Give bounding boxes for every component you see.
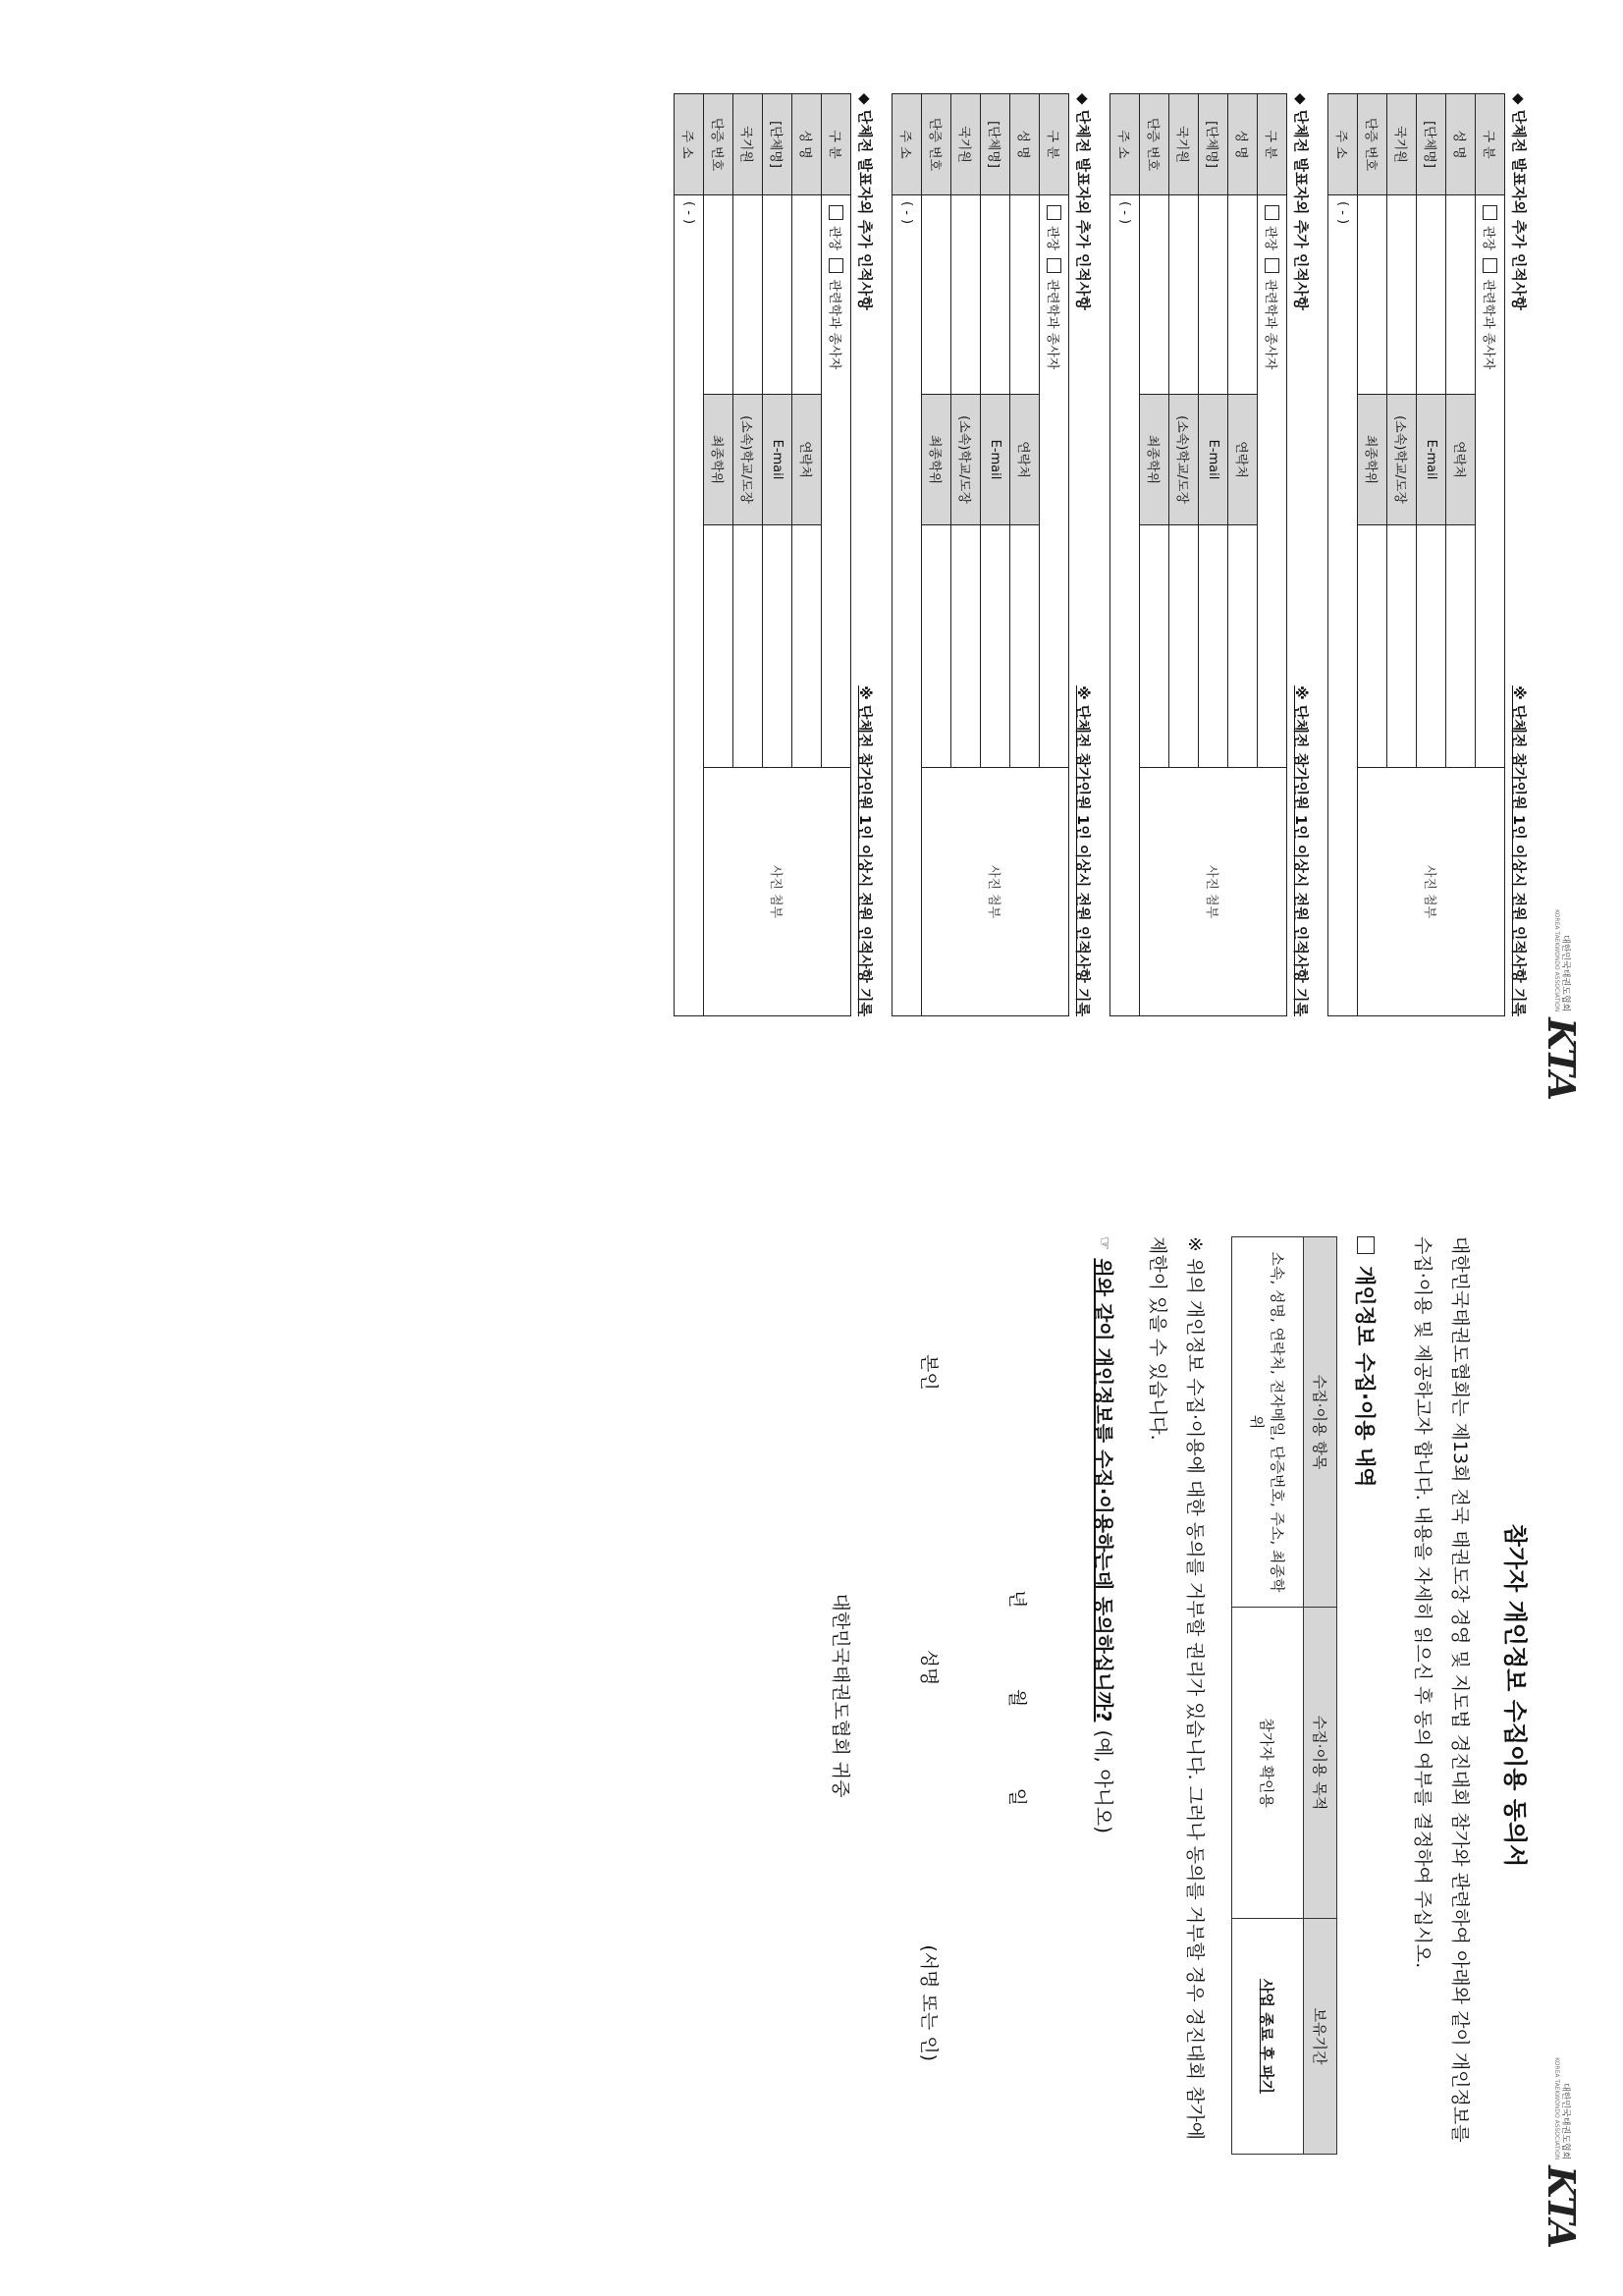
signature-field[interactable]: (서명 또는 인) xyxy=(918,1944,940,2061)
category-options: 관장 관련학과 종사자 xyxy=(1476,195,1505,768)
dan-number-field[interactable] xyxy=(922,195,951,395)
address-field[interactable]: ( - ) xyxy=(1110,195,1140,1016)
name-field[interactable] xyxy=(1228,195,1258,395)
logo xyxy=(1540,2057,1584,2247)
affiliation-field[interactable] xyxy=(733,525,763,768)
address-field[interactable]: ( - ) xyxy=(1328,195,1358,1016)
category-options: 관장 관련학과 종사자 xyxy=(1258,195,1287,768)
category-label: 구 분 xyxy=(822,94,851,195)
affiliation-field[interactable] xyxy=(951,525,981,768)
dan-number-field[interactable] xyxy=(1358,195,1387,395)
logo-org-name: 대한민국태권도협회 xyxy=(1560,2083,1571,2160)
form-note: ※ 단체전 참가인원 1인 이상시 전원 인적사항 기록 xyxy=(1292,685,1310,1016)
photo-box[interactable]: 사진 첨부 xyxy=(1358,768,1505,1016)
consent-form xyxy=(816,1236,1535,2155)
checkbox-related-major[interactable] xyxy=(829,258,843,273)
member-form-table: 구 분 관장 관련학과 종사자 사진 첨부 성 명 연락처 [단체명] E-mail 국기원 (소속)학교/도장 단증 번호 최종학위 주 소 ( - ) xyxy=(892,93,1069,1016)
team-name-field[interactable] xyxy=(1417,195,1446,395)
consent-title: 참가자 개인정보 수집이용 동의서 xyxy=(1501,1523,1529,1868)
checkbox-director[interactable] xyxy=(1265,205,1279,220)
affiliation-field[interactable] xyxy=(1387,525,1417,768)
address-field[interactable]: ( - ) xyxy=(893,195,922,1016)
checkbox-related-major[interactable] xyxy=(1047,258,1061,273)
col-header-purpose: 수집·이용 목적 xyxy=(1304,1608,1337,1919)
category-label: 구 분 xyxy=(1258,94,1287,195)
category-options: 관장 관련학과 종사자 xyxy=(822,195,851,768)
date-month[interactable]: 월 xyxy=(1006,1688,1028,1708)
checkbox-director[interactable] xyxy=(1047,205,1061,220)
photo-box[interactable]: 사진 첨부 xyxy=(922,768,1069,1016)
email-field[interactable] xyxy=(763,525,792,768)
kta-logo-mark: KTA xyxy=(1540,1017,1584,1099)
dan-number-field[interactable] xyxy=(704,195,733,395)
checkbox-related-major[interactable] xyxy=(1265,258,1279,273)
signer-label: 본인 xyxy=(918,1354,940,1391)
signature-area xyxy=(816,1236,1091,2155)
member-form: ◆ 단체전 발표자외 추가 인적사항 ※ 단체전 참가인원 1인 이상시 전원 인적사항 기록 구 분 관장 관련학과 종사자 사진 첨부 성 명 연락처 [단체명] E-mail 국기원 (소속)학교/도장 단증 번호 최종학위 주 소 ( - ) xyxy=(674,93,876,1016)
kukkiwon-field[interactable] xyxy=(1169,195,1199,395)
team-name-field[interactable] xyxy=(763,195,792,395)
form-note: ※ 단체전 참가인원 1인 이상시 전원 인적사항 기록 xyxy=(1074,685,1092,1016)
contact-field[interactable] xyxy=(1010,525,1040,768)
form-title: 단체전 발표자외 추가 인적사항 xyxy=(1074,109,1092,310)
name-field[interactable] xyxy=(792,195,822,395)
category-label: 구 분 xyxy=(1040,94,1069,195)
name-label: 성명 xyxy=(918,1649,940,1686)
email-field[interactable] xyxy=(1417,525,1446,768)
collection-table xyxy=(1231,1236,1337,2155)
education-field[interactable] xyxy=(1140,525,1169,768)
contact-field[interactable] xyxy=(792,525,822,768)
date-year[interactable]: 년 xyxy=(1006,1590,1028,1609)
photo-box[interactable]: 사진 첨부 xyxy=(1140,768,1287,1016)
email-field[interactable] xyxy=(1199,525,1228,768)
category-label: 구 분 xyxy=(1476,94,1505,195)
education-field[interactable] xyxy=(704,525,733,768)
contact-field[interactable] xyxy=(1446,525,1476,768)
section-box-icon xyxy=(1357,1236,1375,1254)
col-header-retention: 보유기간 xyxy=(1304,1919,1337,2155)
consent-intro: 대한민국태권도협회는 제13회 전국 태권도장 경영 및 지도법 경진대회 참가와 관련하여 아래와 같이 개인정보를 수집·이용 및 제공하고자 합니다. 내용을 자세히 읽으신 후 동의 여부를 결정하여 주십시오. xyxy=(1412,1236,1471,2143)
checkbox-related-major[interactable] xyxy=(1483,258,1497,273)
kukkiwon-field[interactable] xyxy=(1387,195,1417,395)
member-form-table: 구 분 관장 관련학과 종사자 사진 첨부 성 명 연락처 [단체명] E-mail 국기원 (소속)학교/도장 단증 번호 최종학위 주 소 ( - ) xyxy=(1327,93,1505,1016)
email-field[interactable] xyxy=(981,525,1010,768)
checkbox-director[interactable] xyxy=(1483,205,1497,220)
form-note: ※ 단체전 참가인원 1인 이상시 전원 인적사항 기록 xyxy=(856,685,874,1016)
photo-box[interactable]: 사진 첨부 xyxy=(704,768,851,1016)
member-form: ◆ 단체전 발표자외 추가 인적사항 ※ 단체전 참가인원 1인 이상시 전원 인적사항 기록 구 분 관장 관련학과 종사자 사진 첨부 성 명 연락처 [단체명] E-mail 국기원 (소속)학교/도장 단증 번호 최종학위 주 소 ( - ) xyxy=(892,93,1094,1016)
form-note: ※ 단체전 참가인원 1인 이상시 전원 인적사항 기록 xyxy=(1510,685,1528,1016)
checkbox-director[interactable] xyxy=(829,205,843,220)
address-field[interactable]: ( - ) xyxy=(675,195,704,1016)
category-options: 관장 관련학과 종사자 xyxy=(1040,195,1069,768)
dan-number-field[interactable] xyxy=(1140,195,1169,395)
education-field[interactable] xyxy=(922,525,951,768)
date-day[interactable]: 일 xyxy=(1006,1787,1028,1806)
team-name-field[interactable] xyxy=(1199,195,1228,395)
logo xyxy=(1540,909,1584,1099)
col-header-items: 수집·이용 항목 xyxy=(1304,1237,1337,1608)
kta-logo-mark: KTA xyxy=(1540,2165,1584,2247)
consent-question: 위와 같이 개인정보를 수집·이용하는데 동의하십니까? xyxy=(1092,1258,1115,1722)
logo-sub-text: KOREA TAEKWONDO ASSOCIATION xyxy=(1552,909,1560,1012)
consent-page xyxy=(0,1148,1623,2296)
logo-sub-text: KOREA TAEKWONDO ASSOCIATION xyxy=(1552,2057,1560,2160)
name-field[interactable] xyxy=(1010,195,1040,395)
kukkiwon-field[interactable] xyxy=(733,195,763,395)
member-forms xyxy=(658,93,1530,1016)
form-title: 단체전 발표자외 추가 인적사항 xyxy=(856,109,874,310)
member-form-table: 구 분 관장 관련학과 종사자 사진 첨부 성 명 연락처 [단체명] E-mail 국기원 (소속)학교/도장 단증 번호 최종학위 주 소 ( - ) xyxy=(674,93,851,1016)
cell-purpose: 참가자 확인용 xyxy=(1232,1608,1304,1919)
kukkiwon-field[interactable] xyxy=(951,195,981,395)
member-form: ◆ 단체전 발표자외 추가 인적사항 ※ 단체전 참가인원 1인 이상시 전원 인적사항 기록 구 분 관장 관련학과 종사자 사진 첨부 성 명 연락처 [단체명] E-mail 국기원 (소속)학교/도장 단증 번호 최종학위 주 소 ( - ) xyxy=(1327,93,1530,1016)
contact-field[interactable] xyxy=(1228,525,1258,768)
date-line xyxy=(1005,1590,1032,1806)
affiliation-field[interactable] xyxy=(1169,525,1199,768)
member-form-table: 구 분 관장 관련학과 종사자 사진 첨부 성 명 연락처 [단체명] E-mail 국기원 (소속)학교/도장 단증 번호 최종학위 주 소 ( - ) xyxy=(1109,93,1287,1016)
name-field[interactable] xyxy=(1446,195,1476,395)
member-form: ◆ 단체전 발표자외 추가 인적사항 ※ 단체전 참가인원 1인 이상시 전원 인적사항 기록 구 분 관장 관련학과 종사자 사진 첨부 성 명 연락처 [단체명] E-mail 국기원 (소속)학교/도장 단증 번호 최종학위 주 소 ( - ) xyxy=(1109,93,1312,1016)
signer-line xyxy=(917,1354,944,2061)
refusal-notice: ※ 위의 개인정보 수집·이용에 대한 동의를 거부할 권리가 있습니다. 그러나 동의를 거부할 경우 경진대회 참가에 제한이 있을 수 있습니다. xyxy=(1147,1236,1206,2141)
section-heading: 개인정보 수집·이용 내역 xyxy=(1353,1266,1377,1488)
education-field[interactable] xyxy=(1358,525,1387,768)
pointing-hand-icon: ☞ xyxy=(1096,1236,1114,1251)
form-title: 단체전 발표자외 추가 인적사항 xyxy=(1292,109,1310,310)
cell-retention: 사업 종료 후 파기 xyxy=(1232,1919,1304,2155)
yes-no-choice[interactable]: (예, 아니오) xyxy=(1092,1729,1115,1834)
recipient: 대한민국태권도협회 귀중 xyxy=(830,1593,851,1798)
cell-items: 소속, 성명, 연락처, 전자메일, 단증번호, 주소, 최종학위 xyxy=(1232,1237,1304,1608)
form-title: 단체전 발표자외 추가 인적사항 xyxy=(1510,109,1528,310)
logo-org-name: 대한민국태권도협회 xyxy=(1560,935,1571,1012)
team-name-field[interactable] xyxy=(981,195,1010,395)
